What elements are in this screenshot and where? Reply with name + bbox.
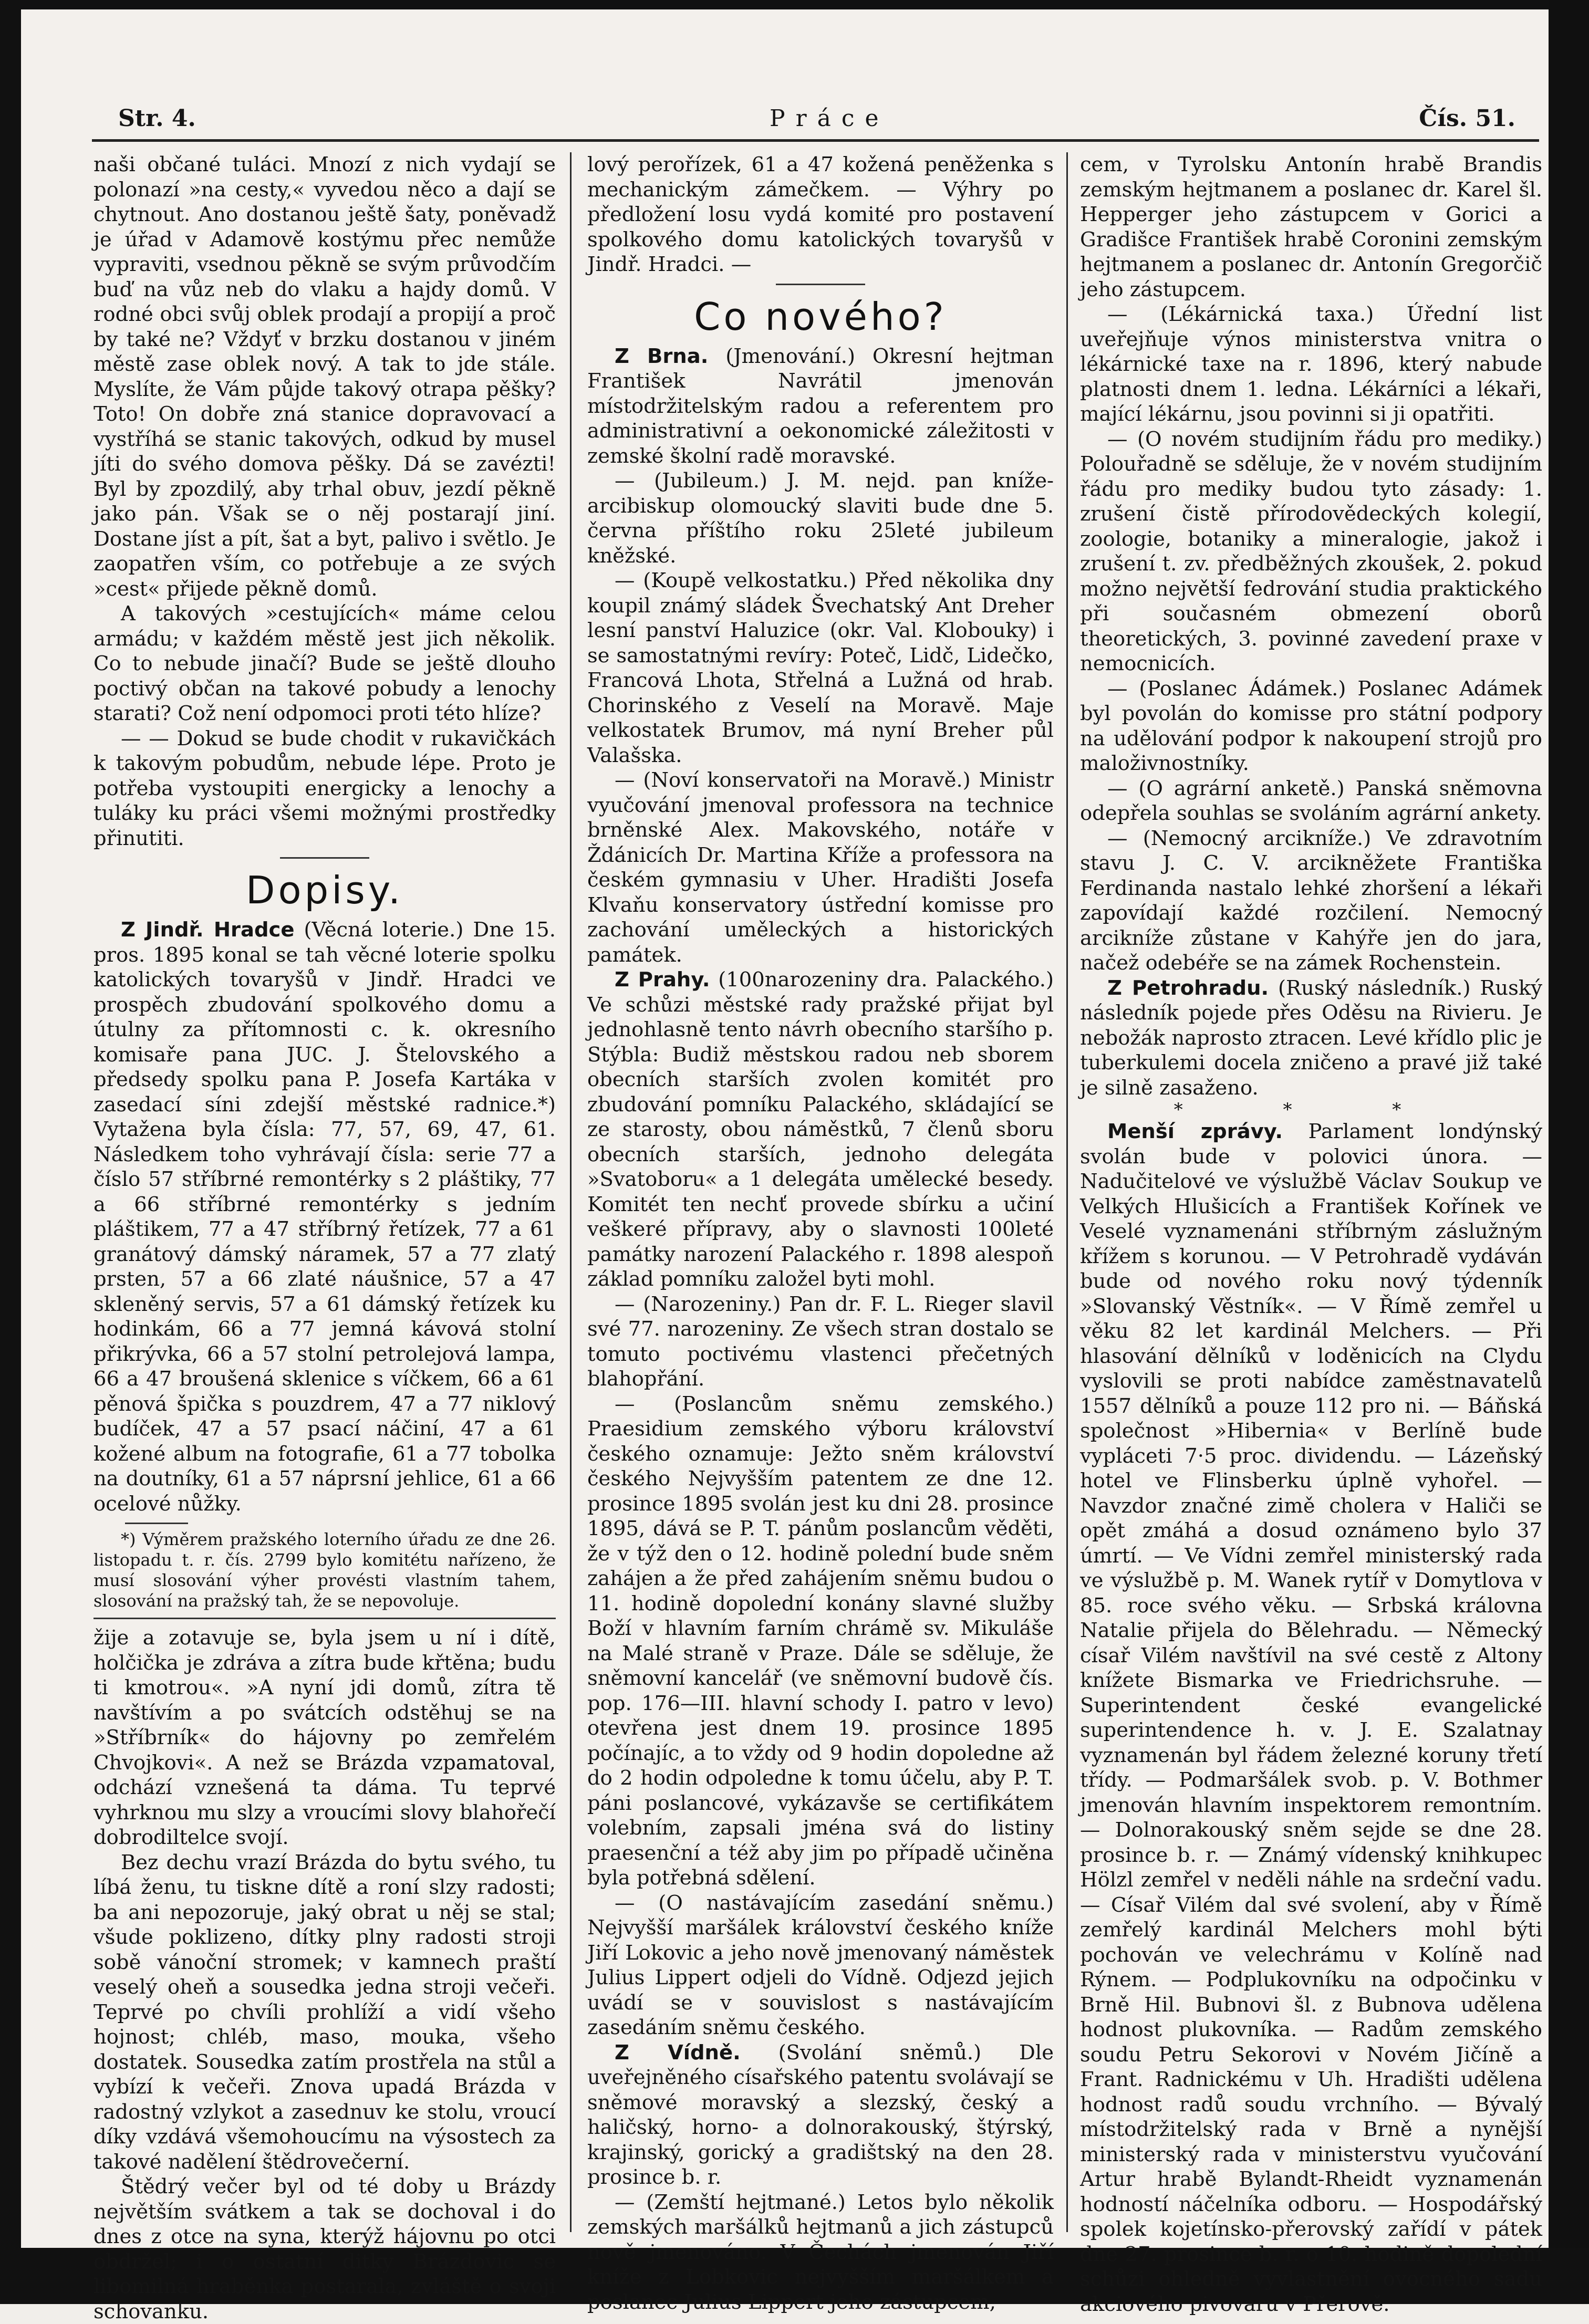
dateline: Z Jindř. Hradce bbox=[121, 918, 295, 942]
column-2 bbox=[587, 152, 1054, 2314]
section-divider bbox=[280, 857, 369, 859]
dateline: Z Petrohradu. bbox=[1107, 976, 1269, 1000]
footnote-divider bbox=[125, 1523, 188, 1524]
news-item: — (O nastávajícím zasedání sněmu.) Nejvyšší maršálek království českého kníže Jiří Lokovic a jeho nově jmenovaný náměstek Julius Lippert odjeli do Vídně. Odjezd jejich uvádí se v souvislost s nastávajícím zasedáním sněmu českého. bbox=[587, 1891, 1054, 2039]
article-paragraph: naši občané tuláci. Mnozí z nich vydají se polonazí »na cesty,« vyvedou něco a dají se chytnout. Ano dostanou ještě šaty, poněvadž je úřad v Adamově kostýmu přec nemůže vypraviti, vsednou pěkně se svým průvodčím buď na vůz neb do vlaku a hajdy domů. V rodné obci svůj oblek prodají a propijí a proč by také ne? Vždyť v brzku dostanou v jiném městě zase oblek nový. A tak to jde stále. Myslíte, že Vám půjde takový otrapa pěšky? Toto! On dobře zná stanice dopravovací a vystříhá se stanic takových, odkud by musel jíti do svého domova pěšky. Dá se zavézti! Byl by zpozdilý, aby trhal obuv, jezdí pěkně jako pán. Však se o něj postarají jiní. Dostane jíst a pít, šat a byt, palivo i světlo. Je zaopatřen vším, co potřebuje a ze svých »cest« přijede pěkně domů. bbox=[94, 153, 556, 601]
news-item: — (O novém studijním řádu pro mediky.) Polouřadně se sděluje, že v novém studijním řádu pro mediky budou tyto zásady: 1. zrušení čistě přírodovědeckých kolegií, zoologie, botaniky a mineralogie, jakož i zrušení t. zv. předběžných zkoušek, 2. pokud možno největší fedrování studia praktického při současném obmezení oborů theoretických, 3. povinné zavedení praxe v nemocnicích. bbox=[1080, 427, 1542, 675]
dateline: Z Prahy. bbox=[615, 968, 710, 992]
column-rule-1 bbox=[570, 152, 572, 2232]
column-3 bbox=[1080, 152, 1543, 2316]
news-item: — (Narozeniny.) Pan dr. F. L. Rieger slavil své 77. narozeniny. Ze všech stran dostalo se tomuto poctivému vlastenci přečetných blahopřání. bbox=[587, 1292, 1054, 1391]
news-item: — (Poslancům sněmu zemského.) Praesidium zemského výboru království českého oznamuje: Ježto sněm království českého Nejvyšším patentem ze dne 12. prosince 1895 svolán jest ku dni 28. prosince 1895, dává se P. T. pánům poslancům věděti, že v týž den o 12. hodině polední bude sněm zahájen a že před zahájením sněmu budou o 11. hodině dopolední konány slavné služby Boží v hlavním farním chrámě sv. Mikuláše na Malé straně v Praze. Dále se sděluje, že sněmovní kancelář (ve sněmovní budově čís. pop. 176—III. hlavní schody I. patro v levo) otevřena jest dnem 19. prosince 1895 počínajíc, a to vždy od 9 hodin dopoledne až do 2 hodin odpoledne k tomu účelu, aby P. T. páni poslancové, vykázavše se certifikátem volebním, zapsali jména svá do listiny praesenční a též aby jim po případě učiněna byla potřebná sdělení. bbox=[587, 1392, 1054, 1890]
news-item: — (Lékárnická taxa.) Úřední list uveřejňuje výnos ministerstva vnitra o lékárnické taxe na r. 1896, který nabude platnosti dnem 1. ledna. Lékárníci a lékaři, mající lékárnu, jsou povinni si ji opatřiti. bbox=[1080, 303, 1542, 426]
news-item: — (Noví konservatoři na Moravě.) Ministr vyučování jmenoval professora na technice brněnské Alex. Makovského, notáře v Ždánicích Dr. Martina Kříže a professora na českém gymnasiu v Uher. Hradišti Josefa Klvaňu konservatory ústřední komisse pro zachování uměleckých a historických památek. bbox=[587, 768, 1054, 967]
article-paragraph: — — Dokud se bude chodit v rukavičkách k takovým pobudům, nebude lépe. Proto je potřeba vystoupiti energicky a lenochy a tuláky ku práci všemi možnými prostředky přinutiti. bbox=[94, 726, 556, 850]
news-item: — (Zemští hejtmané.) Letos bylo několik zemských maršálků hejtmanů a jich zástupců nově jmenováno. V Čechách jmenován Jiří kníže z Lobkovic nejvyšším maršálkem a poslanec Julius Lippert jeho zástupcem, bbox=[587, 2190, 1054, 2314]
column-1 bbox=[94, 152, 556, 2323]
dateline: Z Brna. bbox=[615, 344, 709, 368]
article-paragraph: A takových »cestujících« máme celou armádu; v každém městě jest jich několik. Co to nebude jinačí? Bude se ještě dlouho poctivý občan na takové pobudy a lenochy starati? Což není odpomoci proti této hlíze? bbox=[94, 602, 556, 725]
news-item: — (Koupě velkostatku.) Před několika dny koupil známý sládek Švechatský Ant Dreher lesní panství Haluzice (okr. Val. Klobouky) i se samostatnými revíry: Poteč, Lidč, Lidečko, Francová Lhota, Střelná a Lužná od hrab. Chorinského z Veselí na Moravě. Maje velkostatek Brumov, má nyní Breher půl Valašska. bbox=[587, 569, 1054, 767]
story-paragraph: Štědrý večer byl od té doby u Brázdy největším svátkem a tak se dochoval i do dnes z otce na syna, kterýž hájovnu po otci obdržel; i o ostatní ditky Brázdovic se libomilná hraběnka postarala, zvláště o svoji schovanku. bbox=[94, 2175, 556, 2323]
story-divider bbox=[94, 1618, 556, 1619]
news-item: — (Nemocný arcikníže.) Ve zdravotním stavu J. C. V. arcikněžete Františka Ferdinanda nastalo lehké zhoršení a lékaři zapovídají každé rozčilení. Nemocný arcikníže zůstane v Kahýře jen do jara, načež odebéře se na zámek Rochenstein. bbox=[1080, 826, 1542, 975]
news-item: — (Jubileum.) J. M. nejd. pan kníže-arcibiskup olomoucký slaviti bude dne 5. června příštího roku 25leté jubileum kněžské. bbox=[587, 469, 1054, 568]
story-paragraph: Bez dechu vrazí Brázda do bytu svého, tu líbá ženu, tu tiskne dítě a roní slzy radosti; ba ani nepozoruje, jaký obrat u něj se stal; všude poklizeno, dítky plny radosti stroji sobě vánoční stromek; v kamnech praští veselý oheň a sousedka jedna stroji večeři. Teprvé po chvíli prohlíží a vidí všeho hojnost; chléb, maso, mouka, všeho dostatek. Sousedka zatím prostřela na stůl a vybízí k večeři. Znova upadá Brázda v radostný vzlykot a zasednuv ke stolu, vroucí díky vzdává všemohoucímu na výsostech za takové nadělení štědrovečerní. bbox=[94, 1850, 556, 2174]
news-item: cem, v Tyrolsku Antonín hrabě Brandis zemským hejtmanem a poslanec dr. Karel šl. Hepperger jeho zástupcem v Gorici a Gradišce František hrabě Coronini zemským hejtmanem a poslanec dr. Antonín Gregorčič jeho zástupcem. bbox=[1080, 153, 1542, 301]
section-divider bbox=[776, 284, 865, 285]
scan-border-right bbox=[1549, 0, 1589, 2304]
dateline: Z Vídně. bbox=[615, 2040, 741, 2065]
page-number: Str. 4. bbox=[118, 105, 196, 132]
scan-border-top bbox=[0, 0, 1589, 9]
dopis-paragraph bbox=[94, 918, 556, 1516]
section-stars: * * * bbox=[1173, 1099, 1449, 1120]
page-header bbox=[92, 105, 1526, 137]
dopis-text: (Věcná loterie.) Dne 15. pros. 1895 konal se tah věcné loterie spolku katolických tovaryšů v Jindř. Hradci ve prospěch zbudování spolkového domu a útulny za přítomnosti c. k. okresního komisaře pana JUC. J. Štelovského a předsedy spolku pana P. Josefa Kartáka v zasedací síni zdejší městské radnice.*) Vytažena byla čísla: 77, 57, 69, 47, 61. Následkem toho vyhrávají čísla: serie 77 a číslo 57 stříbrné remontérky s 2 pláštiky, 77 a 66 stříbrné remontérky s jedním pláštikem, 77 a 47 stříbrný řetízek, 77 a 61 granátový dámský náramek, 57 a 77 zlatý prsten, 57 a 66 zlaté náušnice, 57 a 47 skleněný servis, 57 a 61 dámský řetízek ku hodinkám, 66 a 77 jemná kávová stolní přikrývka, 66 a 57 stolní petrolejová lampa, 66 a 47 broušená sklenice s víčkem, 66 a 61 pěnová špička s pouzdrem, 47 a 77 niklový budíček, 47 a 57 psací náčiní, 47 a 61 kožené album na fotografie, 61 a 77 tobolka na doutníky, 61 a 57 náprsní jehlice, 61 a 66 ocelové nůžky. bbox=[94, 918, 556, 1516]
news-item: Z Brna. (Jmenování.) Okresní hejtman František Navrátil jmenován místodržitelským radou a referentem pro administrativní a oekonomické záležitosti v zemské školní radě moravské. bbox=[587, 344, 1054, 468]
section-title-co-noveho: Co nového? bbox=[694, 294, 947, 339]
masthead-title: Práce bbox=[770, 105, 889, 132]
menší-zpravy: Menší zprávy. Parlament londýnský svolán bude v polovici února. — Nadučitelové ve výslužbě Václav Soukup ve Velkých Hlušicích a František Kořínek ve Veselé vyznamenáni stříbrným záslužným křížem s korunou. — V Petrohradě vydáván bude od nového roku nový týdenník »Slovanský Věstník«. — V Římě zemřel u věku 82 let kardinál Melchers. — Při hlasování dělníků v loděnicích na Clydu vyslovili se proti nabídce zaměstnavatelů 1557 dělníků a pouze 112 pro ni. — Báňská společnost »Hibernia« v Berlíně bude vypláceti 7·5 proc. dividendu. — Lázeňský hotel ve Flinsberku úplně vyhořel. — Navzdor značné zimě cholera v Haliči se opět zmáhá a dosud oznámeno bylo 37 úmrtí. — Ve Vídni zemřel ministerský rada ve výslužbě p. M. Wanek rytíř v Domytlova v 85. roce svého věku. — Srbská královna Natalie přijela do Bělehradu. — Německý císař Vilém navštívil na své cestě z Altony knížete Bismarka ve Friedrichsruhe. — Superintendent české evangelické superintendence h. v. J. E. Szalatnay vyznamenán byl řádem železné koruny třetí třídy. — Podmaršálek svob. p. V. Bothmer jmenován hlavním inspektorem remontním. — Dolnorakouský sněm sejde se dne 28. prosince b. r. — Známý vídenský knihkupec Hölzl zemřel v neděli náhle na srdeční vadu. — Císař Vilém dal své svolení, aby v Římě zemřelý kardinál Melchers mohl býti pochován ve velechrámu v Kolíně nad Rýnem. — Podplukovníku na odpočinku v Brně Hil. Bubnovi šl. z Bubnova udělena hodnost plukovníka. — Radům zemského soudu Petru Sekorovi v Novém Jičíně a Frant. Radnickému v Uh. Hradišti udělena hodnost radů soudu vrchního. — Bývalý místodržitelský rada v Brně a nynější ministerský rada v ministerstvu vyučování Artur hrabě Bylandt-Rheidt vyznamenán hodností náčelníka odboru. — Hospodářský spolek kojetínsko-přerovský zařídí v pátek dne 27. prosince b. r. o 10. hodině dopolední schůzi ohledně vyvlastnění ovocného sadu akciového pivovaru v Přerově. bbox=[1080, 1120, 1542, 2316]
column-rule-2 bbox=[1066, 152, 1068, 2232]
scan-border-left bbox=[0, 0, 21, 2304]
footnote: *) Výměrem pražského loterního úřadu ze dne 26. listopadu t. r. čís. 2799 bylo komitétu nařízeno, že musí slosování výher provésti vlastním tahem, slosování na pražský tah, že se nepovoluje. bbox=[94, 1529, 556, 1611]
section-title-dopisy: Dopisy. bbox=[246, 868, 403, 912]
news-item: Z Prahy. (100narozeniny dra. Palackého.) Ve schůzi městské rady pražské přijat byl jednohlasně tento návrh obecního staršího p. Stýbla: Budiž městskou radou neb sborem obecních starších zvolen komitét pro zbudování pomníku Palackého, skládající se ze starosty, obou náměstků, 7 členů sboru obecních starších, jednoho delegáta »Svatoboru« a 1 delegáta umělecké besedy. Komitét ten nechť provede sbírku a učiní veškeré přípravy, aby o slavnosti 100leté památky narození Palackého r. 1898 alespoň základ pomníku založel byti mohl. bbox=[587, 968, 1054, 1291]
news-item: Z Vídně. (Svolání sněmů.) Dle uveřejněného císařského patentu svolávají se sněmové moravský a slezský, český a haličský, horno- a dolnorakouský, štýrský, krajinský, gorický a gradištský na den 28. prosince b. r. bbox=[587, 2040, 1054, 2189]
news-item: — (Poslanec Ádámek.) Poslanec Adámek byl povolán do komisse pro státní podpory na udělování podpor k nakoupení strojů pro maloživnostníky. bbox=[1080, 676, 1542, 775]
dateline: Menší zprávy. bbox=[1107, 1120, 1283, 1143]
issue-number: Čís. 51. bbox=[1419, 105, 1515, 132]
news-item: — (O agrární anketě.) Panská sněmovna odepřela souhlas se svoláním agrární ankety. bbox=[1080, 776, 1542, 825]
header-rule bbox=[92, 139, 1539, 142]
article-paragraph: lový perořízek, 61 a 47 kožená peněženka s mechanickým zámečkem. — Výhry po předložení losu vydá komité pro postavení spolkového domu katolických tovaryšů v Jindř. Hradci. — bbox=[587, 153, 1054, 276]
news-item: Z Petrohradu. (Ruský následník.) Ruský následník pojede přes Oděsu na Rivieru. Je nebožák naprosto ztracen. Levé křídlo plic je tuberkulemi docela zničeno a pravé již také je silně zasaženo. bbox=[1080, 976, 1543, 1100]
story-paragraph: žije a zotavuje se, byla jsem u ní i dítě, holčička je zdráva a zítra bude křtěna; budu ti kmotrou«. »A nyní jdi domů, zítra tě navštívím a po svátcích odstěhuj se na »Stříbrník« do hájovny po zemřelém Chvojkovi«. A než se Brázda vzpamatoval, odchází vznešená ta dáma. Tu teprvé vyhrknou mu slzy a vroucími slovy blahořečí dobrodiltelce svojí. bbox=[94, 1626, 556, 1849]
